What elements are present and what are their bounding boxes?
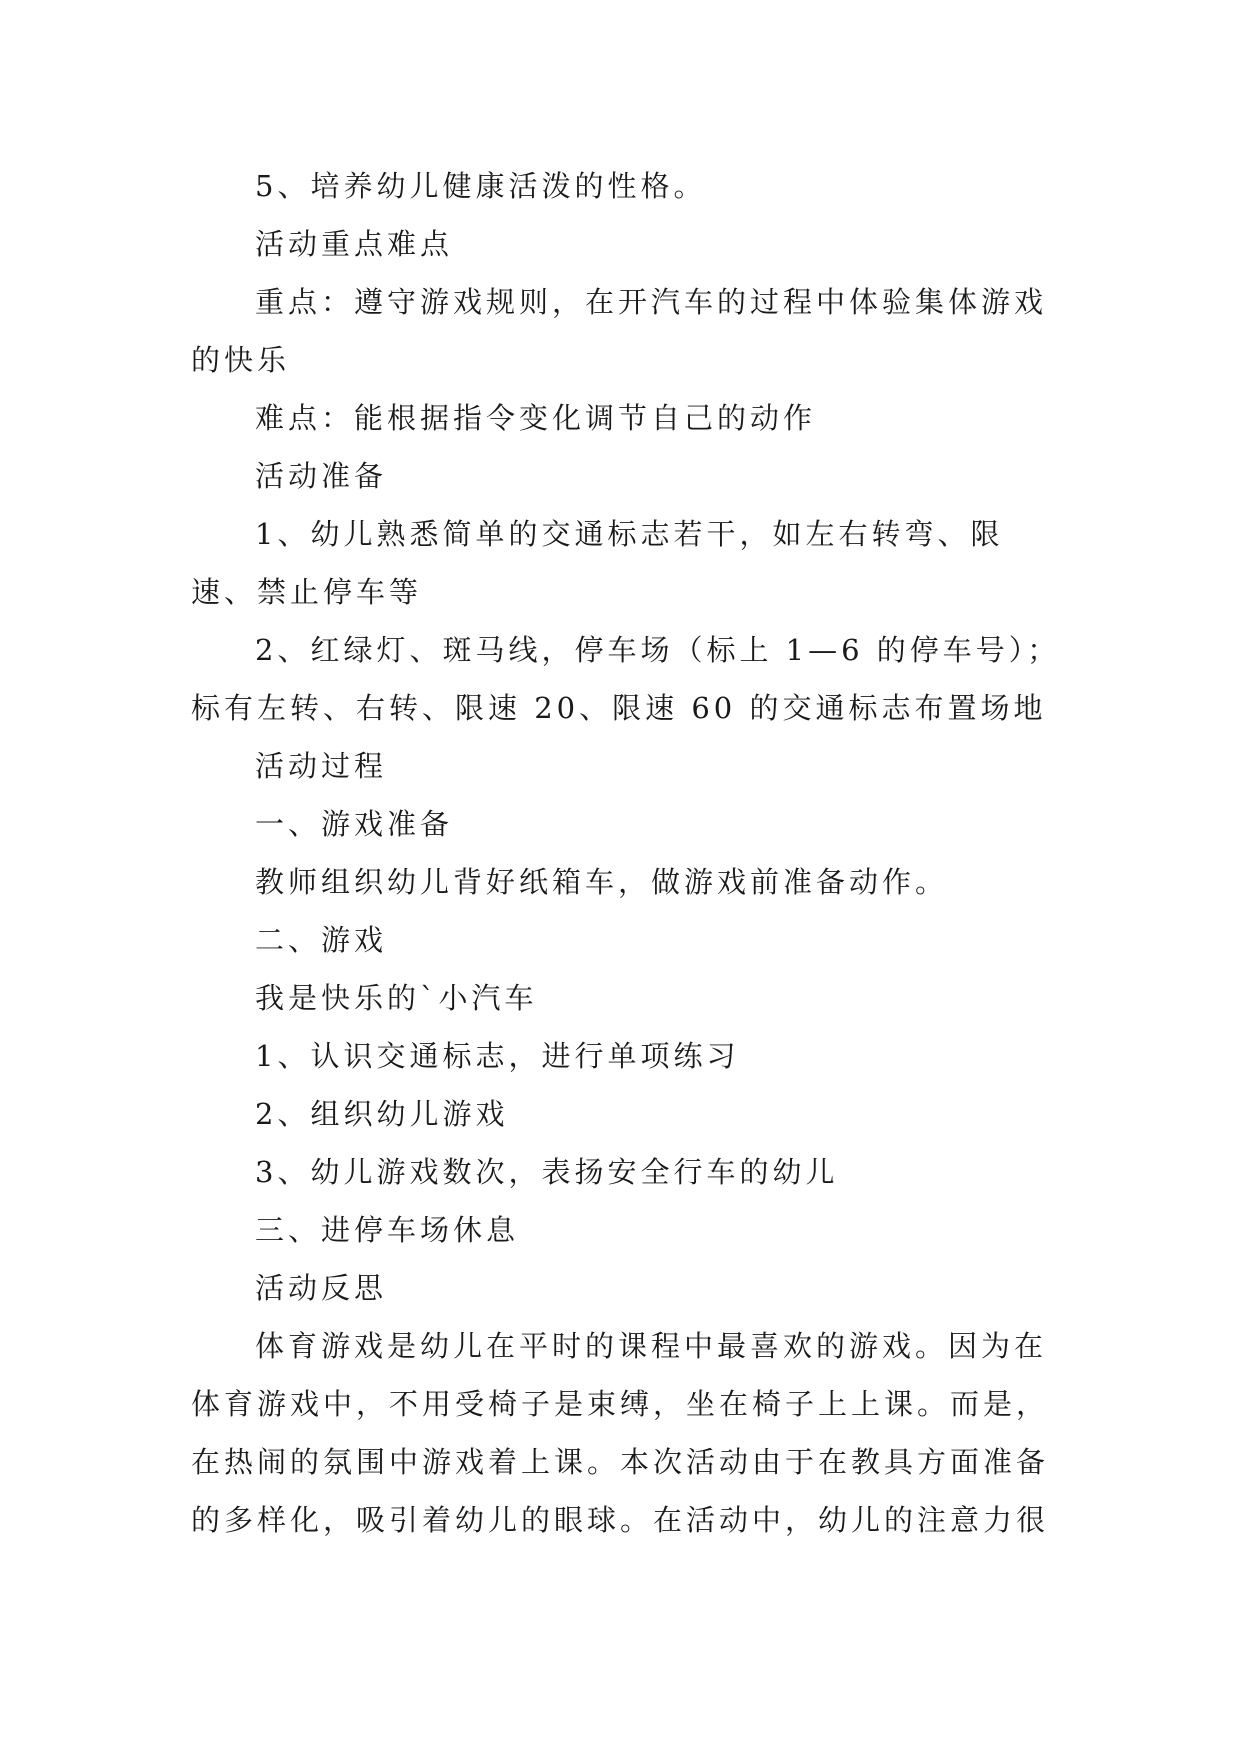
section-heading: 活动反思 xyxy=(255,1271,388,1305)
document-body xyxy=(191,157,1061,1549)
paragraph: 5、培养幼儿健康活泼的性格。 xyxy=(255,169,707,203)
section-heading: 活动过程 xyxy=(255,749,388,783)
paragraph: 2、组织幼儿游戏 xyxy=(255,1097,509,1131)
paragraph: 难点：能根据指令变化调节自己的动作 xyxy=(255,401,817,435)
paragraph: 1、认识交通标志，进行单项练习 xyxy=(255,1039,740,1073)
paragraph: 二、游戏 xyxy=(255,923,388,957)
paragraph: 3、幼儿游戏数次，表扬安全行车的幼儿 xyxy=(255,1155,839,1189)
paragraph: 1、幼儿熟悉简单的交通标志若干，如左右转弯、限速、禁止停车等 xyxy=(191,517,1004,609)
paragraph: 体育游戏是幼儿在平时的课程中最喜欢的游戏。因为在体育游戏中，不用受椅子是束缚，坐在椅子上上课。而是，在热闹的氛围中游戏着上课。本次活动由于在教具方面准备的多样化，吸引着幼儿的眼球。在活动中，幼儿的注意力很 xyxy=(191,1329,1050,1537)
section-heading: 活动重点难点 xyxy=(255,227,454,261)
section-heading: 活动准备 xyxy=(255,459,388,493)
paragraph: 我是快乐的`小汽车 xyxy=(255,981,538,1015)
paragraph: 一、游戏准备 xyxy=(255,807,454,841)
paragraph: 2、红绿灯、斑马线，停车场（标上 1—6 的停车号）；标有左转、右转、限速 20、限速 60 的交通标志布置场地 xyxy=(191,633,1061,725)
paragraph: 教师组织幼儿背好纸箱车，做游戏前准备动作。 xyxy=(255,865,949,899)
paragraph: 重点：遵守游戏规则，在开汽车的过程中体验集体游戏的快乐 xyxy=(191,285,1048,377)
paragraph: 三、进停车场休息 xyxy=(255,1213,520,1247)
